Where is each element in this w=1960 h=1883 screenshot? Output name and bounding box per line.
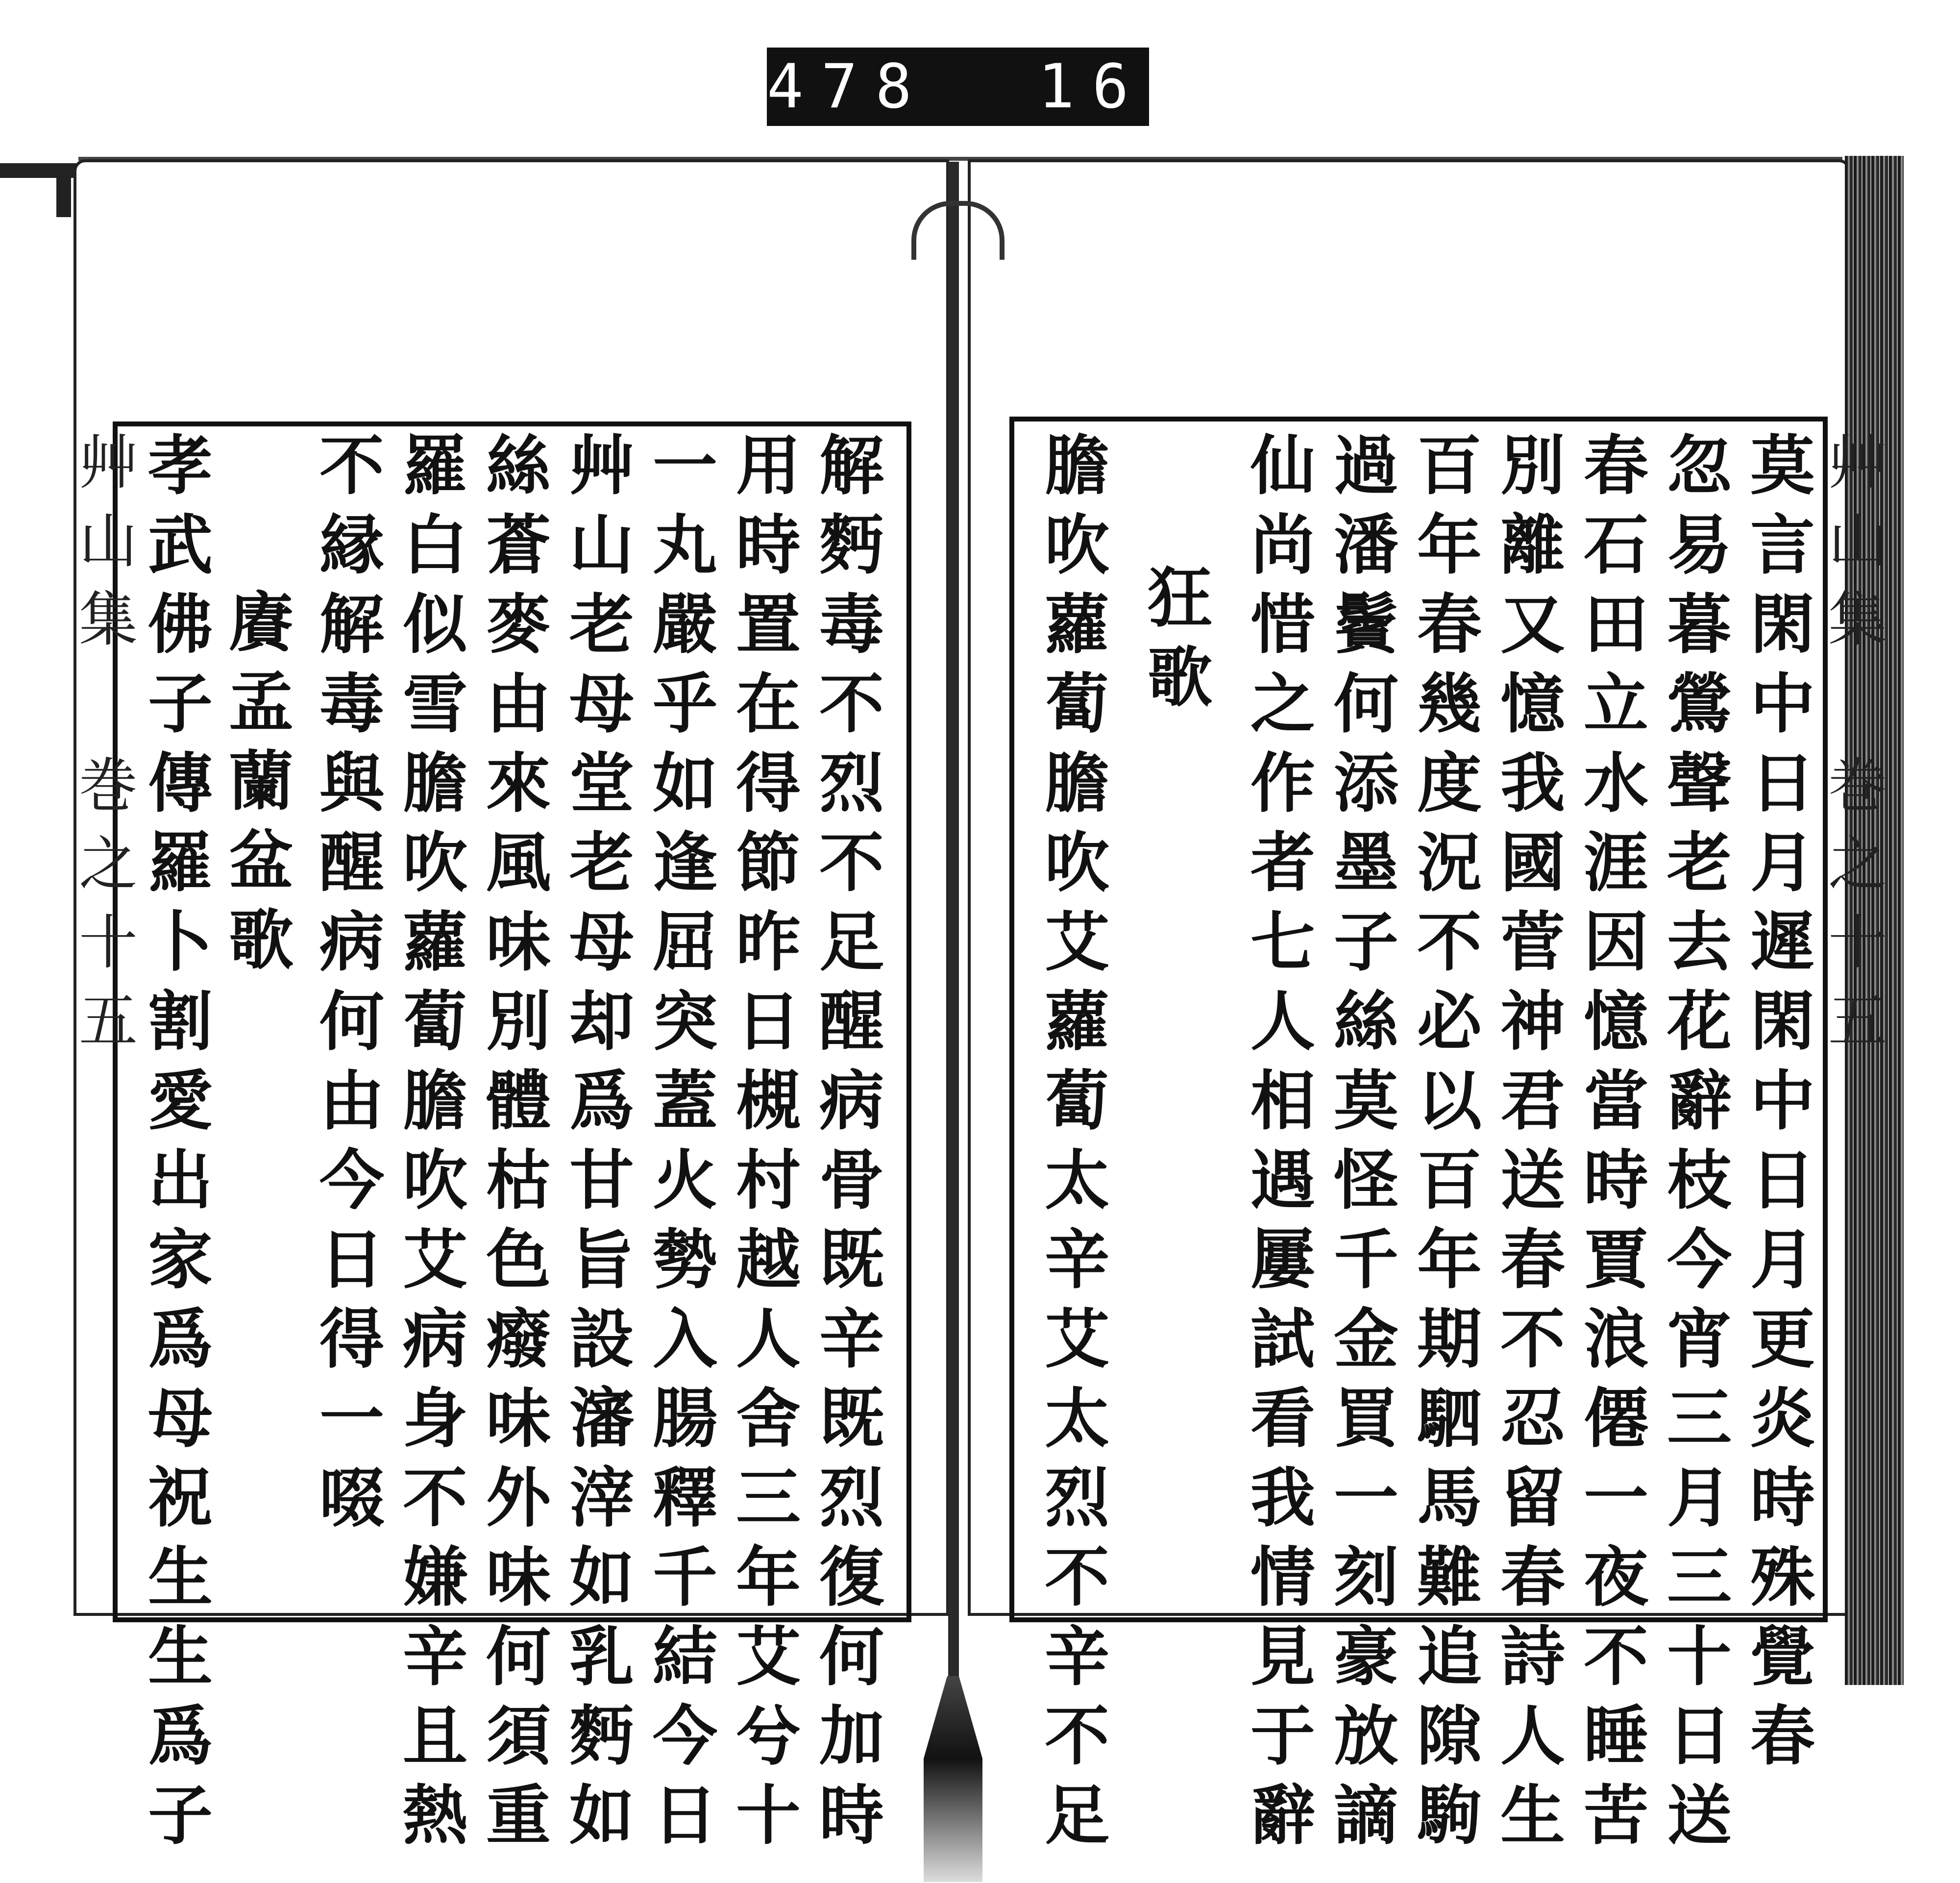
right-col-6: 過潘鬢何添墨子絲莫怪千金買一刻豪放謫 [1323, 431, 1398, 1860]
binding-clip [911, 201, 1004, 260]
right-page-header: 艸山集 巻之十五 [1818, 431, 1886, 1068]
right-col-1: 莫言閑中日月遲閑中日月更炎時殊覺春 [1739, 431, 1815, 1781]
right-col-9: 膽吹蘿蔔膽吹艾蘿蔔太辛艾太烈不辛不足 [1033, 431, 1109, 1860]
right-col-4: 別離又憶我國菅神君送春不忍留春詩人生 [1489, 431, 1565, 1860]
right-col-2: 忽易暮鶯聲老去花辭枝今宵三月三十日送 [1656, 431, 1732, 1860]
left-col-7: 不縁解毒與醒病何由今日得一啜 [308, 431, 384, 1543]
left-col-1: 解麪毒不烈不足醒病骨既辛既烈復何加時 [808, 431, 884, 1860]
left-col-6: 羅白似雪膽吹蘿蔔膽吹艾病身不嫌辛且熱 [392, 431, 467, 1860]
left-col-9: 孝武佛子傳羅卜割愛出家爲母祝生生爲子 [137, 431, 213, 1860]
measure-ruler-bar [56, 163, 71, 217]
left-page-header: 艸山集 巻之十五 [69, 431, 137, 1068]
archive-label: 478 163 [767, 48, 1149, 126]
left-col-8: 賡孟蘭盆歌 [218, 588, 294, 985]
right-col-3: 春石田立水涯因憶當時賈浪僊一夜不睡苦 [1572, 431, 1648, 1860]
book-spine [948, 162, 959, 1691]
right-col-7: 仙尚惜之作者七人相遇屢試看我情見于辭 [1239, 431, 1315, 1860]
bookmark-tassel [924, 1676, 982, 1882]
right-col-5: 百年春幾度況不必以百年期駟馬難追隙駒 [1406, 431, 1482, 1860]
left-col-2: 用時置在得節昨日槻村越人舍三年艾兮十 [725, 431, 801, 1860]
left-col-4: 艸山老母堂老母却爲甘旨設瀋滓如乳麪如 [558, 431, 634, 1860]
right-col-title: 狂歌 [1136, 564, 1212, 722]
left-col-3: 一丸嚴乎如逢屈突蓋火勢入腸釋千結今日 [641, 431, 717, 1860]
left-col-5: 絲蒼麥由來風味別體枯色癈味外味何須重 [475, 431, 551, 1860]
